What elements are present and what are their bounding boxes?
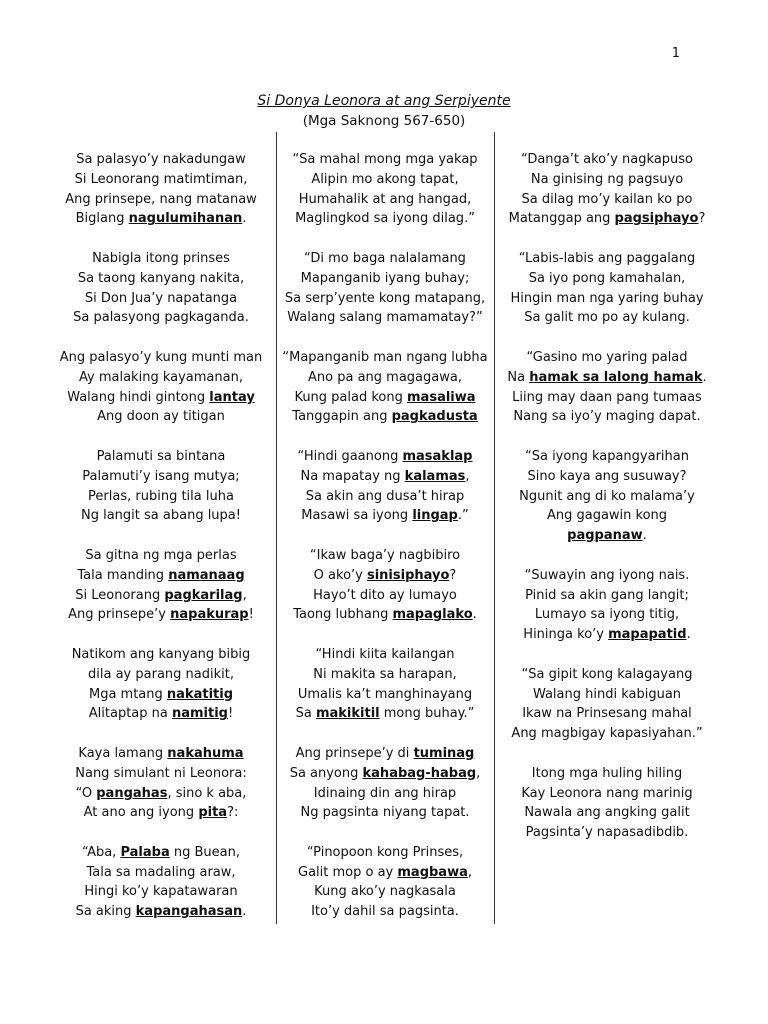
verse-text: Sa akin ang dusa’t hirap (305, 488, 465, 504)
stanza (502, 447, 712, 546)
verse-line (56, 566, 266, 586)
verse-line (56, 843, 266, 863)
verse-line (56, 902, 266, 922)
verse-text: “Gasino mo yaring palad (526, 349, 688, 365)
verse-text: Walang hindi kabiguan (532, 686, 682, 702)
stanza (56, 348, 266, 427)
verse-line (502, 249, 712, 269)
verse-text: “Hindi kiita kailangan (315, 646, 455, 662)
verse-text: Sa gitna ng mga perlas (85, 547, 237, 563)
verse-line (280, 586, 490, 606)
verse-line (502, 348, 712, 368)
verse-line (280, 764, 490, 784)
verse-text: Palamuti sa bintana (96, 448, 226, 464)
verse-line (56, 764, 266, 784)
verse-text: . (642, 528, 647, 544)
highlighted-word: magbawa (397, 864, 468, 880)
verse-text: “Sa gipit kong kalagayang (521, 666, 693, 682)
verse-text: Ngunit ang di ko malama’y (519, 488, 695, 504)
verse-line (502, 764, 712, 784)
verse-text: . (702, 369, 707, 385)
verse-text: O ako’y (313, 567, 367, 583)
verse-line (56, 170, 266, 190)
verse-text: Nang simulant ni Leonora: (75, 765, 247, 781)
highlighted-word: Palaba (120, 844, 170, 860)
verse-line (502, 526, 712, 546)
stanza (502, 150, 712, 229)
verse-line (502, 665, 712, 685)
verse-text: Itong mga huling hiling (531, 765, 683, 781)
highlighted-word: namanaag (168, 567, 245, 583)
verse-text: Palamuti’y isang mutya; (82, 468, 240, 484)
stanza (56, 249, 266, 328)
verse-text: Hingin man nga yaring buhay (510, 290, 704, 306)
page-number: 1 (671, 46, 680, 61)
column-divider-left (276, 132, 277, 924)
verse-text: Hininga ko’y (523, 627, 609, 643)
verse-line (502, 724, 712, 744)
stanza (502, 348, 712, 427)
verse-line (502, 388, 712, 408)
verse-text: Sa palasyong pagkaganda. (73, 310, 249, 326)
verse-text: Galit mop o ay (298, 864, 398, 880)
verse-text: Pinid sa akin gang langit; (525, 587, 689, 603)
verse-text: “Aba, (82, 844, 121, 860)
verse-text: , (465, 468, 470, 484)
verse-text: Tala sa madaling araw, (86, 864, 236, 880)
verse-line (280, 685, 490, 705)
verse-text: Sa dilag mo’y kailan ko po (521, 191, 693, 207)
verse-text: Liing may daan pang tumaas (512, 389, 702, 405)
verse-text: Alitaptap na (88, 706, 172, 722)
poem-title: Si Donya Leonora at ang Serpiyente (257, 93, 511, 109)
verse-text: Sa anyong (289, 765, 363, 781)
verse-line (280, 190, 490, 210)
verse-line (56, 605, 266, 625)
verse-text: Hingi ko’y kapatawaran (84, 884, 238, 900)
verse-line (502, 467, 712, 487)
verse-text: Nabigla itong prinses (92, 250, 230, 266)
verse-line (280, 467, 490, 487)
poem-column-3 (502, 150, 712, 863)
column-divider-right (494, 132, 495, 924)
verse-line (280, 407, 490, 427)
verse-text: Na mapatay ng (300, 468, 405, 484)
verse-line (280, 902, 490, 922)
verse-text: “Hindi gaanong (297, 448, 403, 464)
verse-line (502, 190, 712, 210)
stanza (56, 645, 266, 724)
highlighted-word: lantay (209, 389, 255, 405)
stanza (280, 843, 490, 922)
highlighted-word: tuminag (413, 745, 475, 761)
highlighted-word: nakahuma (167, 745, 244, 761)
verse-text: ng Buean, (169, 844, 240, 860)
stanza (280, 447, 490, 526)
verse-line (280, 249, 490, 269)
verse-text: Sa aking (75, 904, 136, 920)
verse-text: ? (698, 211, 706, 227)
verse-line (56, 586, 266, 606)
verse-line (280, 784, 490, 804)
verse-text: “Suwayin ang iyong nais. (524, 567, 690, 583)
verse-line (502, 407, 712, 427)
verse-text: Humahalik at ang hangad, (298, 191, 472, 207)
verse-text: Kung ako’y nagkasala (314, 884, 456, 900)
verse-text: Idinaing din ang hirap (313, 785, 457, 801)
stanza (56, 744, 266, 823)
highlighted-word: pagkarilag (164, 587, 243, 603)
verse-text: Ang palasyo’y kung munti man (59, 349, 263, 365)
verse-line (280, 170, 490, 190)
verse-text: Matanggap ang (508, 211, 615, 227)
verse-text: , (242, 587, 247, 603)
verse-line (56, 665, 266, 685)
stanza (502, 566, 712, 645)
verse-line (56, 803, 266, 823)
verse-line (280, 744, 490, 764)
verse-text: Si Leonorang (75, 587, 165, 603)
verse-line (502, 704, 712, 724)
highlighted-word: mapapatid (608, 627, 687, 643)
verse-line (502, 289, 712, 309)
highlighted-word: makikitil (315, 706, 380, 722)
verse-line (502, 506, 712, 526)
verse-line (280, 209, 490, 229)
verse-text: , (467, 864, 472, 880)
verse-text: Masawi sa iyong (301, 508, 413, 524)
verse-text: Perlas, rubing tila luha (88, 488, 234, 504)
verse-line (56, 506, 266, 526)
stanza (502, 764, 712, 843)
highlighted-word: kalamas (404, 468, 466, 484)
verse-text: Natikom ang kanyang bibig (71, 646, 251, 662)
stanza (280, 249, 490, 328)
verse-text: Alipin mo akong tapat, (311, 171, 459, 187)
verse-line (280, 150, 490, 170)
verse-line (56, 645, 266, 665)
verse-line (280, 704, 490, 724)
verse-text: Ng langit sa abang lupa! (81, 508, 241, 524)
verse-line (280, 665, 490, 685)
verse-line (502, 803, 712, 823)
verse-text: Umalis ka’t manghinayang (297, 686, 473, 702)
verse-line (502, 447, 712, 467)
verse-line (56, 487, 266, 507)
stanza (56, 447, 266, 526)
verse-line (56, 467, 266, 487)
highlighted-word: sinisiphayo (366, 567, 450, 583)
verse-line (502, 269, 712, 289)
verse-line (56, 863, 266, 883)
verse-text: Kung palad kong (294, 389, 408, 405)
verse-line (502, 368, 712, 388)
verse-line (56, 249, 266, 269)
verse-line (502, 586, 712, 606)
stanza (56, 546, 266, 625)
verse-text: Maglingkod sa iyong dilag.” (295, 211, 475, 227)
verse-text: Tala manding (77, 567, 169, 583)
verse-text: “Danga’t ako’y nagkapuso (520, 152, 693, 167)
verse-text: Ng pagsinta niyang tapat. (300, 805, 470, 821)
highlighted-word: napakurap (170, 607, 249, 623)
highlighted-word: nagulumihanan (128, 211, 243, 227)
stanza (280, 348, 490, 427)
verse-line (502, 487, 712, 507)
verse-text: . (472, 607, 477, 623)
highlighted-word: kahabag-habag (362, 765, 477, 781)
verse-line (502, 150, 712, 170)
verse-text: Ang prinsepe’y di (295, 745, 414, 761)
highlighted-word: masaklap (402, 448, 473, 464)
verse-text: Ito’y dahil sa pagsinta. (311, 904, 459, 920)
stanza (502, 249, 712, 328)
verse-text: Tanggapin ang (292, 409, 392, 425)
verse-text: “Labis-labis ang paggalang (518, 250, 696, 266)
verse-line (280, 487, 490, 507)
verse-line (280, 863, 490, 883)
verse-line (56, 882, 266, 902)
verse-text: Kaya lamang (78, 745, 168, 761)
verse-text: Ang doon ay titigan (97, 409, 225, 425)
verse-text: ! (248, 607, 254, 623)
verse-line (280, 368, 490, 388)
verse-line (56, 308, 266, 328)
highlighted-word: pita (198, 805, 228, 821)
verse-line (56, 388, 266, 408)
verse-text: Sino kaya ang susuway? (527, 468, 687, 484)
verse-line (280, 506, 490, 526)
highlighted-word: pagpanaw (567, 528, 643, 544)
verse-line (56, 407, 266, 427)
verse-line (280, 566, 490, 586)
verse-text: Ang gagawin kong (546, 508, 668, 524)
verse-line (56, 546, 266, 566)
verse-line (280, 546, 490, 566)
verse-text: Ni makita sa harapan, (313, 666, 457, 682)
stanza (56, 843, 266, 922)
stanza (280, 645, 490, 724)
verse-line (280, 308, 490, 328)
verse-text: Walang hindi gintong (67, 389, 210, 405)
verse-text: Na (507, 369, 530, 385)
verse-text: ? (449, 567, 457, 583)
verse-text: Na ginising ng pagsuyo (530, 171, 684, 187)
verse-text: “Pinopoon kong Prinses, (306, 844, 464, 860)
verse-text: Lumayo sa iyong titig, (534, 607, 680, 623)
verse-text: “Sa iyong kapangyarihan (524, 448, 689, 464)
highlighted-word: namitig (171, 706, 228, 722)
highlighted-word: pagsiphayo (614, 211, 699, 227)
verse-text: Ay malaking kayamanan, (79, 369, 243, 385)
verse-text: Kay Leonora nang marinig (521, 785, 693, 801)
verse-text: Sa (295, 706, 316, 722)
verse-text: .” (457, 508, 469, 524)
verse-text: . (242, 904, 247, 920)
highlighted-word: nakatitig (166, 686, 233, 702)
verse-line (280, 388, 490, 408)
verse-line (56, 348, 266, 368)
poem-column-1 (56, 150, 266, 942)
highlighted-word: masaliwa (407, 389, 476, 405)
verse-line (502, 209, 712, 229)
verse-line (280, 605, 490, 625)
verse-text: Mapanganib iyang buhay; (300, 270, 470, 286)
verse-text: Sa palasyo’y nakadungaw (76, 152, 246, 167)
verse-text: Sa taong kanyang nakita, (77, 270, 245, 286)
verse-text: ! (228, 706, 234, 722)
verse-line (56, 209, 266, 229)
verse-text: . (686, 627, 691, 643)
verse-line (280, 447, 490, 467)
verse-line (502, 308, 712, 328)
verse-text: Sa galit mo po ay kulang. (524, 310, 690, 326)
verse-text: “Ikaw baga’y nagbibiro (309, 547, 461, 563)
verse-text: Ikaw na Prinsesang mahal (522, 706, 692, 722)
verse-text: Nang sa iyo’y maging dapat. (513, 409, 701, 425)
verse-line (502, 625, 712, 645)
verse-line (502, 784, 712, 804)
verse-text: Ang magbigay kapasiyahan.” (511, 726, 703, 742)
verse-text: Sa iyo pong kamahalan, (528, 270, 686, 286)
verse-text: Pagsinta’y napasadibdib. (525, 825, 689, 841)
highlighted-word: pangahas (96, 785, 168, 801)
verse-text: Ang prinsepe’y (68, 607, 171, 623)
verse-text: Si Don Jua’y napatanga (84, 290, 238, 306)
verse-line (502, 566, 712, 586)
verse-line (280, 645, 490, 665)
verse-text: . (242, 211, 247, 227)
verse-line (56, 447, 266, 467)
highlighted-word: mapaglako (392, 607, 473, 623)
verse-text: Taong lubhang (293, 607, 393, 623)
highlighted-word: lingap (412, 508, 458, 524)
verse-text: Ang prinsepe, nang matanaw (65, 191, 257, 207)
verse-line (56, 269, 266, 289)
verse-text: , sino k aba, (167, 785, 247, 801)
verse-line (56, 368, 266, 388)
verse-line (56, 685, 266, 705)
verse-text: “Sa mahal mong mga yakap (292, 152, 478, 167)
verse-line (56, 289, 266, 309)
stanza (280, 150, 490, 229)
verse-line (56, 190, 266, 210)
verse-text: Walang salang mamamatay?” (287, 310, 483, 326)
stanza (280, 546, 490, 625)
verse-text: Mga mtang (88, 686, 167, 702)
highlighted-word: pagkadusta (391, 409, 478, 425)
verse-text: mong buhay.” (379, 706, 475, 722)
verse-text: Hayo’t dito ay lumayo (313, 587, 457, 603)
verse-text: Sa serp’yente kong matapang, (284, 290, 486, 306)
verse-text: “Di mo baga nalalamang (304, 250, 466, 266)
verse-line (280, 289, 490, 309)
verse-text: Si Leonorang matimtiman, (74, 171, 248, 187)
verse-line (502, 823, 712, 843)
highlighted-word: hamak sa lalong hamak (529, 369, 703, 385)
poem-column-2 (280, 150, 490, 942)
verse-text: Biglang (75, 211, 129, 227)
verse-text: Nawala ang angking galit (524, 805, 690, 821)
stanza (56, 150, 266, 229)
stanza (502, 665, 712, 744)
verse-line (280, 803, 490, 823)
verse-text: “Mapanganib man ngang lubha (282, 349, 488, 365)
verse-line (56, 784, 266, 804)
verse-line (502, 605, 712, 625)
verse-line (56, 704, 266, 724)
verse-line (280, 269, 490, 289)
verse-line (502, 170, 712, 190)
verse-line (280, 348, 490, 368)
stanza (280, 744, 490, 823)
verse-text: ?: (227, 805, 239, 821)
verse-text: , (476, 765, 481, 781)
verse-line (502, 685, 712, 705)
verse-line (280, 882, 490, 902)
verse-line (56, 150, 266, 170)
poem-subtitle: (Mga Saknong 567-650) (302, 113, 466, 129)
verse-text: dila ay parang nadikit, (88, 666, 234, 682)
verse-text: Ano pa ang magagawa, (308, 369, 462, 385)
verse-line (56, 744, 266, 764)
highlighted-word: kapangahasan (135, 904, 243, 920)
verse-text: At ano ang iyong (83, 805, 199, 821)
verse-line (280, 843, 490, 863)
verse-text: “O (75, 785, 97, 801)
